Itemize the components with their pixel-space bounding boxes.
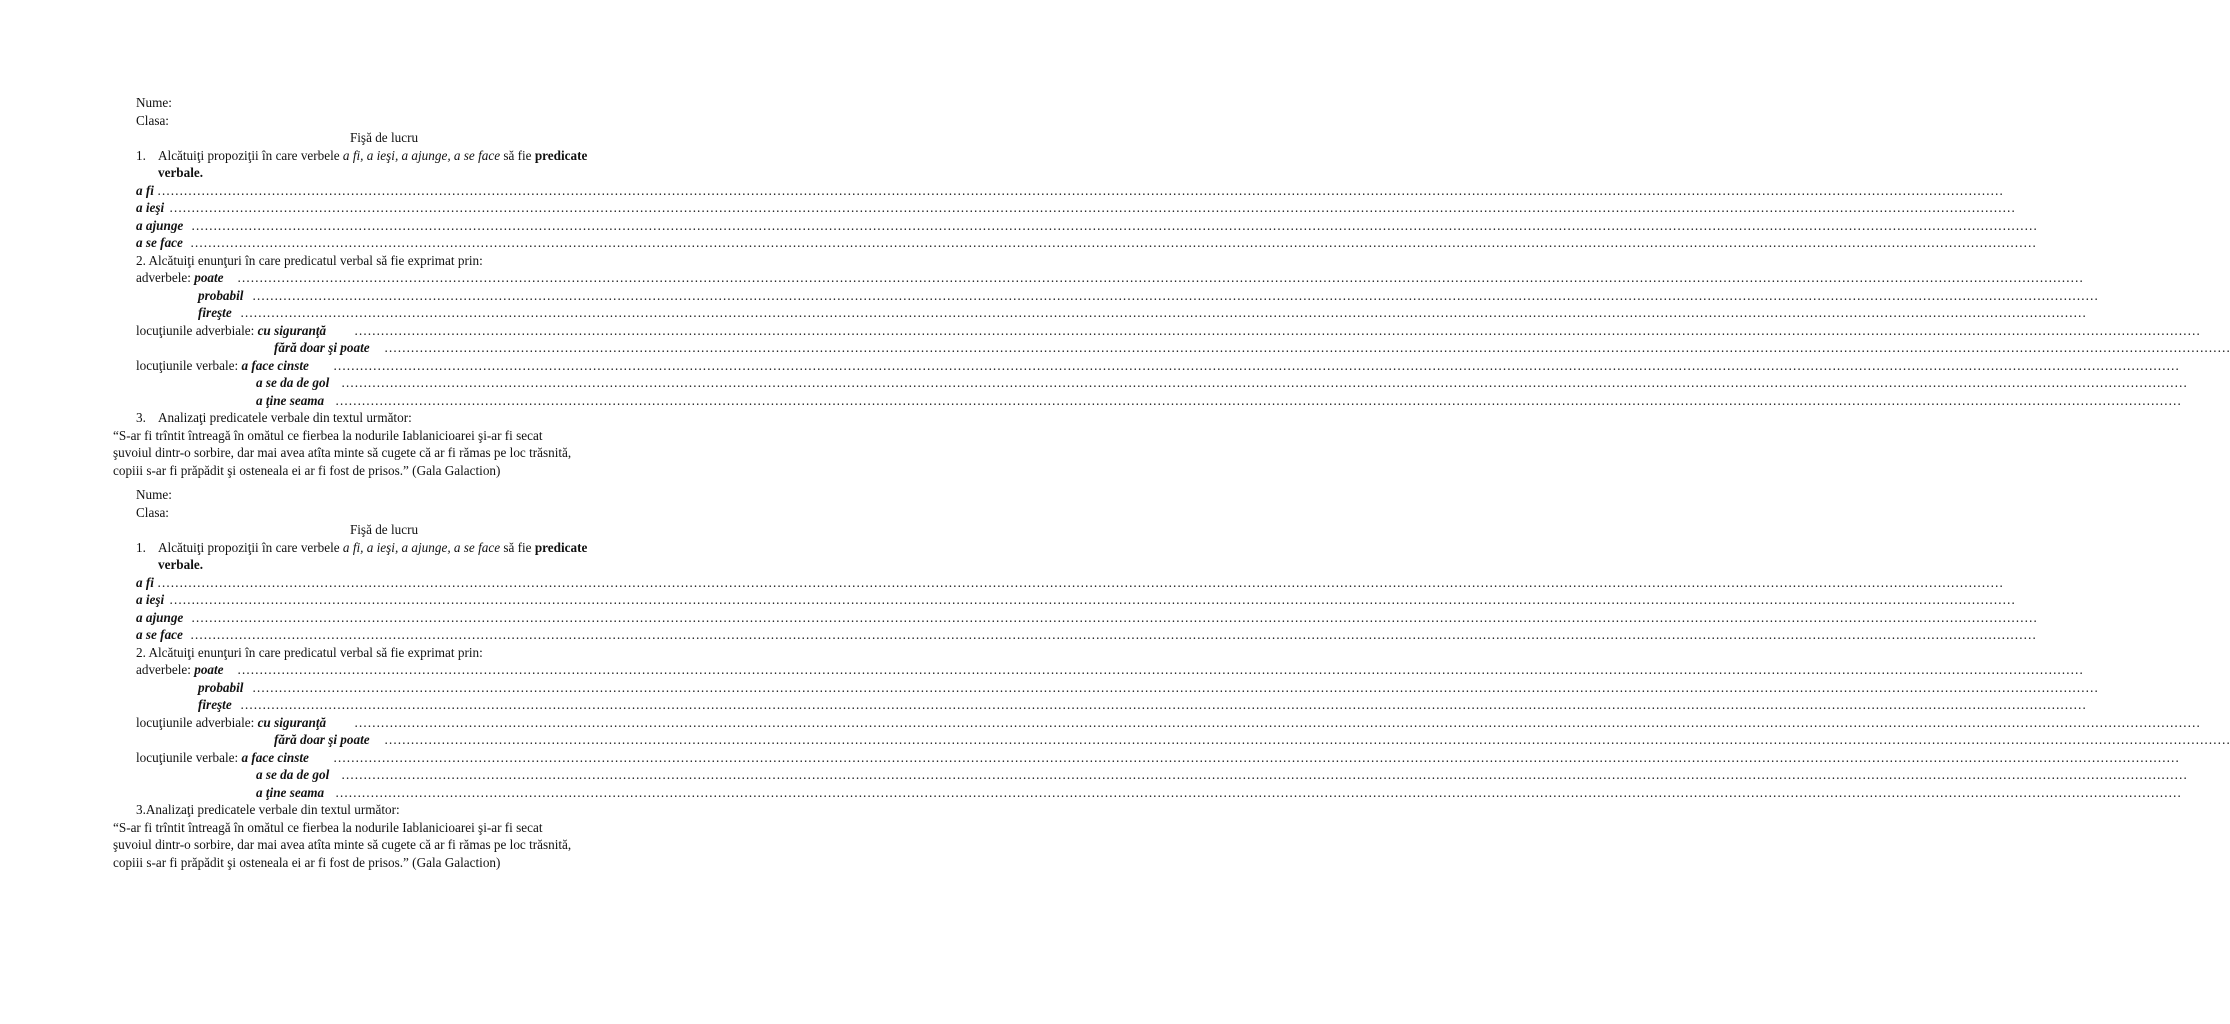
answer-line[interactable]: …………………………………………………………………………………………………………………………………………………………………………………………………………………………………………………………………………………………………………………………………………………………………………………… [384, 732, 2230, 747]
quote-line-2: şuvoiul dintr-o sorbire, dar mai avea atîta minte să cugete că ar fi rămas pe loc trăsnită, [113, 445, 572, 460]
answer-line[interactable]: …………………………………………………………………………………………………………………………………………………………………………………………………………………………………………………………………………………………………………………………………………………………………………………… [333, 749, 2180, 765]
answer-line[interactable]: …………………………………………………………………………………………………………………………………………………………………………………………………………………………………………………………………………………………………………………………………………………………………………………… [333, 357, 2180, 373]
answer-line[interactable]: …………………………………………………………………………………………………………………………………………………………………………………………………………………………………………………………………………………………………………………………………………………………………………………… [169, 200, 2016, 215]
adverb-fireste: fireşte [198, 697, 232, 712]
adverb-poate: poate [194, 270, 224, 285]
verb-a-fi: a fi [136, 574, 154, 590]
loc-adv-row [136, 322, 326, 340]
loc-verb-label: locuţiunile verbale: [136, 749, 242, 765]
verb-a-se-face: a se face [136, 627, 183, 642]
answer-line[interactable]: …………………………………………………………………………………………………………………………………………………………………………………………………………………………………………………………………………………………………………………………………………………………………………………… [384, 340, 2230, 355]
name-label: Nume: [136, 487, 172, 502]
q1-number: 1. [136, 147, 146, 163]
answer-line[interactable]: …………………………………………………………………………………………………………………………………………………………………………………………………………………………………………………………………………………………………………………………………………………………………………………… [252, 287, 2099, 303]
q3-number: 3. [136, 410, 146, 425]
loc-verb-label: locuţiunile verbale: [136, 357, 242, 373]
verb-a-se-face: a se face [136, 235, 183, 250]
q1-text [158, 147, 587, 165]
adverb-probabil: probabil [198, 287, 244, 303]
q1-verbs: a fi, a ieşi, a ajunge, a se face [342, 539, 501, 555]
adverbe-label: adverbele: [136, 662, 195, 677]
quote-line-3: copiii s-ar fi prăpădit şi osteneala ei ar fi fost de prisos.” (Gala Galaction) [113, 462, 501, 478]
worksheet-title: Fişă de lucru [349, 130, 419, 145]
verb-a-ajunge: a ajunge [136, 609, 184, 625]
answer-line[interactable]: …………………………………………………………………………………………………………………………………………………………………………………………………………………………………………………………………………………………………………………………………………………………………………………… [240, 697, 2087, 712]
loc-verb-row [136, 749, 309, 767]
name-label: Nume: [136, 95, 172, 110]
worksheet-title: Fişă de lucru [349, 522, 419, 537]
adverbe-label: adverbele: [136, 270, 195, 285]
loc-adv-row [136, 714, 326, 732]
q2-text: 2. Alcătuiţi enunţuri în care predicatul verbal să fie exprimat prin: [136, 644, 483, 660]
q1-text [158, 539, 587, 557]
answer-line[interactable]: …………………………………………………………………………………………………………………………………………………………………………………………………………………………………………………………………………………………………………………………………………………………………………………… [237, 270, 2084, 285]
q1-bold-verbale: verbale. [158, 165, 204, 180]
q1-bold-predicate: predicate [534, 147, 588, 163]
quote-line-1: “S-ar fi trîntit întreagă în omătul ce fierbea la nodurile Iablanicioarei şi-ar fi secat [113, 427, 543, 443]
loc-adv-cu-siguranta: cu siguranţă [257, 714, 327, 730]
q3-text: 3.Analizaţi predicatele verbale din textul următor: [136, 802, 400, 817]
q1-bold-verbale: verbale. [158, 557, 204, 572]
answer-line[interactable]: …………………………………………………………………………………………………………………………………………………………………………………………………………………………………………………………………………………………………………………………………………………………………………………… [335, 392, 2182, 408]
adverbe-row [136, 661, 224, 679]
q1-bold-predicate: predicate [534, 539, 588, 555]
adverb-probabil: probabil [198, 679, 244, 695]
loc-verb-a-face-cinste: a face cinste [241, 357, 309, 373]
adverb-fireste: fireşte [198, 305, 232, 320]
q2-text: 2. Alcătuiţi enunţuri în care predicatul verbal să fie exprimat prin: [136, 252, 483, 268]
loc-adv-cu-siguranta: cu siguranţă [257, 322, 327, 338]
class-label: Clasa: [136, 112, 169, 128]
loc-adv-label: locuţiunile adverbiale: [136, 714, 258, 730]
quote-line-2: şuvoiul dintr-o sorbire, dar mai avea atîta minte să cugete că ar fi rămas pe loc trăsnită, [113, 837, 572, 852]
answer-line[interactable]: …………………………………………………………………………………………………………………………………………………………………………………………………………………………………………………………………………………………………………………………………………………………………………………… [335, 784, 2182, 800]
class-label: Clasa: [136, 504, 169, 520]
answer-line[interactable]: …………………………………………………………………………………………………………………………………………………………………………………………………………………………………………………………………………………………………………………………………………………………………………………… [252, 679, 2099, 695]
q1-mid: să fie [500, 539, 535, 555]
answer-line[interactable]: …………………………………………………………………………………………………………………………………………………………………………………………………………………………………………………………………………………………………………………………………………………………………………………… [157, 182, 2004, 198]
quote-line-3: copiii s-ar fi prăpădit şi osteneala ei ar fi fost de prisos.” (Gala Galaction) [113, 854, 501, 870]
q1-number: 1. [136, 539, 146, 555]
q3-text: Analizaţi predicatele verbale din textul următor: [158, 410, 412, 425]
answer-line[interactable]: …………………………………………………………………………………………………………………………………………………………………………………………………………………………………………………………………………………………………………………………………………………………………………………… [157, 574, 2004, 590]
answer-line[interactable]: …………………………………………………………………………………………………………………………………………………………………………………………………………………………………………………………………………………………………………………………………………………………………………………… [191, 609, 2038, 625]
loc-adv-fara-doar-si-poate: fără doar şi poate [274, 340, 370, 355]
loc-verb-a-se-da-de-gol: a se da de gol [256, 767, 330, 782]
q1-pre: Alcătuiţi propoziţii în care verbele [158, 147, 343, 163]
answer-line[interactable]: …………………………………………………………………………………………………………………………………………………………………………………………………………………………………………………………………………………………………………………………………………………………………………………… [191, 217, 2038, 233]
q1-pre: Alcătuiţi propoziţii în care verbele [158, 539, 343, 555]
adverb-poate: poate [194, 662, 224, 677]
answer-line[interactable]: …………………………………………………………………………………………………………………………………………………………………………………………………………………………………………………………………………………………………………………………………………………………………………………… [341, 375, 2188, 390]
verb-a-iesi: a ieşi [136, 592, 165, 607]
answer-line[interactable]: …………………………………………………………………………………………………………………………………………………………………………………………………………………………………………………………………………………………………………………………………………………………………………………… [354, 322, 2201, 338]
loc-verb-a-tine-seama: a ţine seama [256, 392, 325, 408]
adverbe-row [136, 269, 224, 287]
loc-verb-row [136, 357, 309, 375]
answer-line[interactable]: …………………………………………………………………………………………………………………………………………………………………………………………………………………………………………………………………………………………………………………………………………………………………………………… [237, 662, 2084, 677]
answer-line[interactable]: …………………………………………………………………………………………………………………………………………………………………………………………………………………………………………………………………………………………………………………………………………………………………………………… [341, 767, 2188, 782]
answer-line[interactable]: …………………………………………………………………………………………………………………………………………………………………………………………………………………………………………………………………………………………………………………………………………………………………………………… [240, 305, 2087, 320]
loc-verb-a-se-da-de-gol: a se da de gol [256, 375, 330, 390]
quote-line-1: “S-ar fi trîntit întreagă în omătul ce fierbea la nodurile Iablanicioarei şi-ar fi secat [113, 819, 543, 835]
loc-adv-fara-doar-si-poate: fără doar şi poate [274, 732, 370, 747]
answer-line[interactable]: …………………………………………………………………………………………………………………………………………………………………………………………………………………………………………………………………………………………………………………………………………………………………………………… [354, 714, 2201, 730]
loc-verb-a-tine-seama: a ţine seama [256, 784, 325, 800]
loc-adv-label: locuţiunile adverbiale: [136, 322, 258, 338]
answer-line[interactable]: …………………………………………………………………………………………………………………………………………………………………………………………………………………………………………………………………………………………………………………………………………………………………………………… [169, 592, 2016, 607]
verb-a-iesi: a ieşi [136, 200, 165, 215]
verb-a-fi: a fi [136, 182, 154, 198]
answer-line[interactable]: …………………………………………………………………………………………………………………………………………………………………………………………………………………………………………………………………………………………………………………………………………………………………………………… [190, 627, 2037, 642]
q1-verbs: a fi, a ieşi, a ajunge, a se face [342, 147, 501, 163]
verb-a-ajunge: a ajunge [136, 217, 184, 233]
loc-verb-a-face-cinste: a face cinste [241, 749, 309, 765]
answer-line[interactable]: …………………………………………………………………………………………………………………………………………………………………………………………………………………………………………………………………………………………………………………………………………………………………………………… [190, 235, 2037, 250]
q1-mid: să fie [500, 147, 535, 163]
